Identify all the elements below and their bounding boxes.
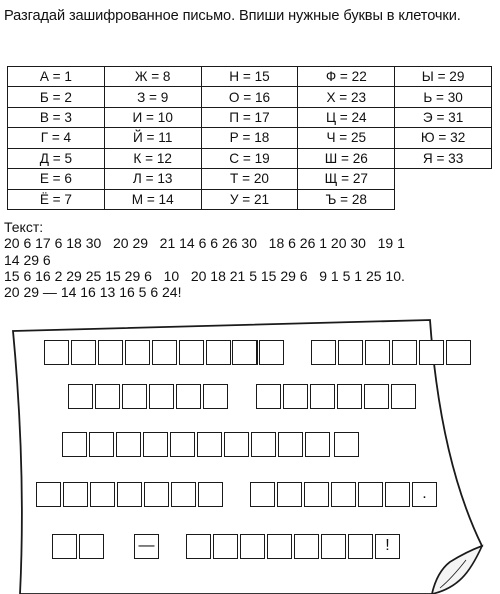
letter-box[interactable] [278,432,303,457]
letter-box[interactable] [311,340,336,365]
letter-box[interactable] [144,482,169,507]
alphabet-cell: А = 1 [8,67,105,87]
letter-box[interactable] [186,534,211,559]
alphabet-cell: Ж = 8 [104,67,201,87]
letter-box[interactable] [149,384,174,409]
letter-box[interactable] [251,432,276,457]
alphabet-cell: Г = 4 [8,128,105,148]
letter-box[interactable] [197,432,222,457]
letter-box[interactable] [250,482,275,507]
alphabet-cell: Ъ = 28 [298,189,395,209]
alphabet-cell: П = 17 [201,107,298,127]
letter-box[interactable] [125,340,150,365]
letter-box[interactable] [224,432,249,457]
letter-box[interactable] [419,340,444,365]
alphabet-cell: Р = 18 [201,128,298,148]
alphabet-cell: Щ = 27 [298,169,395,189]
letter-box[interactable] [337,384,362,409]
alphabet-cell: Л = 13 [104,169,201,189]
letter-box[interactable] [321,534,346,559]
letter-box[interactable] [98,340,123,365]
text-label: Текст: [4,219,44,235]
letter-box[interactable] [331,482,356,507]
alphabet-cell: Ю = 32 [395,128,492,148]
letter-box[interactable] [310,384,335,409]
alphabet-cell: У = 21 [201,189,298,209]
letter-box[interactable] [179,340,204,365]
alphabet-cell: З = 9 [104,87,201,107]
text-line-3: 15 6 16 2 29 25 15 29 6 10 20 18 21 5 15 29 6 9 1 5 1 25 10. [4,267,405,284]
alphabet-cell: Ч = 25 [298,128,395,148]
letter-box[interactable] [90,482,115,507]
letter-box[interactable] [68,384,93,409]
instruction-title: Разгадай зашифрованное письмо. Впиши нужные буквы в клеточки. [4,8,461,24]
alphabet-cell: Ш = 26 [298,148,395,168]
text-line-2: 14 29 6 [4,251,51,268]
letter-box[interactable] [392,340,417,365]
letter-box[interactable] [152,340,177,365]
alphabet-cell: Й = 11 [104,128,201,148]
alphabet-cell: Э = 31 [395,107,492,127]
letter-box[interactable] [117,482,142,507]
letter-box[interactable] [44,340,69,365]
alphabet-cell: С = 19 [201,148,298,168]
alphabet-cell: И = 10 [104,107,201,127]
letter-box[interactable] [52,534,77,559]
letter-box[interactable] [304,482,329,507]
letter-box[interactable] [348,534,373,559]
letter-box[interactable] [391,384,416,409]
letter-box[interactable] [62,432,87,457]
letter-box[interactable] [259,340,284,365]
alphabet-cell: Ё = 7 [8,189,105,209]
alphabet-cell: М = 14 [104,189,201,209]
letter-box[interactable] [116,432,141,457]
letter-box[interactable] [36,482,61,507]
alphabet-cell: Ф = 22 [298,67,395,87]
letter-box[interactable] [170,432,195,457]
letter-box[interactable] [277,482,302,507]
letter-box[interactable] [89,432,114,457]
letter-box[interactable] [365,340,390,365]
letter-box[interactable] [446,340,471,365]
letter-box[interactable] [171,482,196,507]
letter-box[interactable] [385,482,410,507]
letter-box[interactable] [364,384,389,409]
letter-box[interactable] [79,534,104,559]
letter-box[interactable] [206,340,231,365]
text-line-4: 20 29 — 14 16 13 16 5 6 24! [4,284,182,301]
dash-box[interactable]: — [134,534,159,559]
letter-box[interactable] [267,534,292,559]
letter-box[interactable] [63,482,88,507]
letter-box[interactable] [232,340,257,365]
letter-box[interactable] [95,384,120,409]
letter-box[interactable] [256,384,281,409]
exclamation-box[interactable]: ! [375,534,400,559]
letter-box[interactable] [71,340,96,365]
letter-box[interactable] [143,432,168,457]
letter-box[interactable] [122,384,147,409]
letter-box[interactable] [294,534,319,559]
letter-box[interactable] [305,432,330,457]
letter-box[interactable] [338,340,363,365]
letter-box[interactable] [176,384,201,409]
alphabet-cell: Я = 33 [395,148,492,168]
letter-box[interactable] [283,384,308,409]
alphabet-cell: Т = 20 [201,169,298,189]
alphabet-cell: Ь = 30 [395,87,492,107]
alphabet-cell: Ы = 29 [395,67,492,87]
letter-box[interactable] [198,482,223,507]
period-box[interactable]: . [412,482,437,507]
alphabet-cell: Х = 23 [298,87,395,107]
letter-box[interactable] [358,482,383,507]
alphabet-cell: О = 16 [201,87,298,107]
letter-box[interactable] [240,534,265,559]
alphabet-cell: К = 12 [104,148,201,168]
alphabet-cell: Б = 2 [8,87,105,107]
alphabet-cell: Д = 5 [8,148,105,168]
alphabet-cell: Ц = 24 [298,107,395,127]
letter-box[interactable] [203,384,228,409]
letter-box[interactable] [213,534,238,559]
letter-box[interactable] [334,432,359,457]
alphabet-cell: Н = 15 [201,67,298,87]
text-line-1: 20 6 17 6 18 30 20 29 21 14 6 6 26 30 18 6 26 1 20 30 19 1 [4,235,405,252]
alphabet-cell: В = 3 [8,107,105,127]
alphabet-cell: Е = 6 [8,169,105,189]
